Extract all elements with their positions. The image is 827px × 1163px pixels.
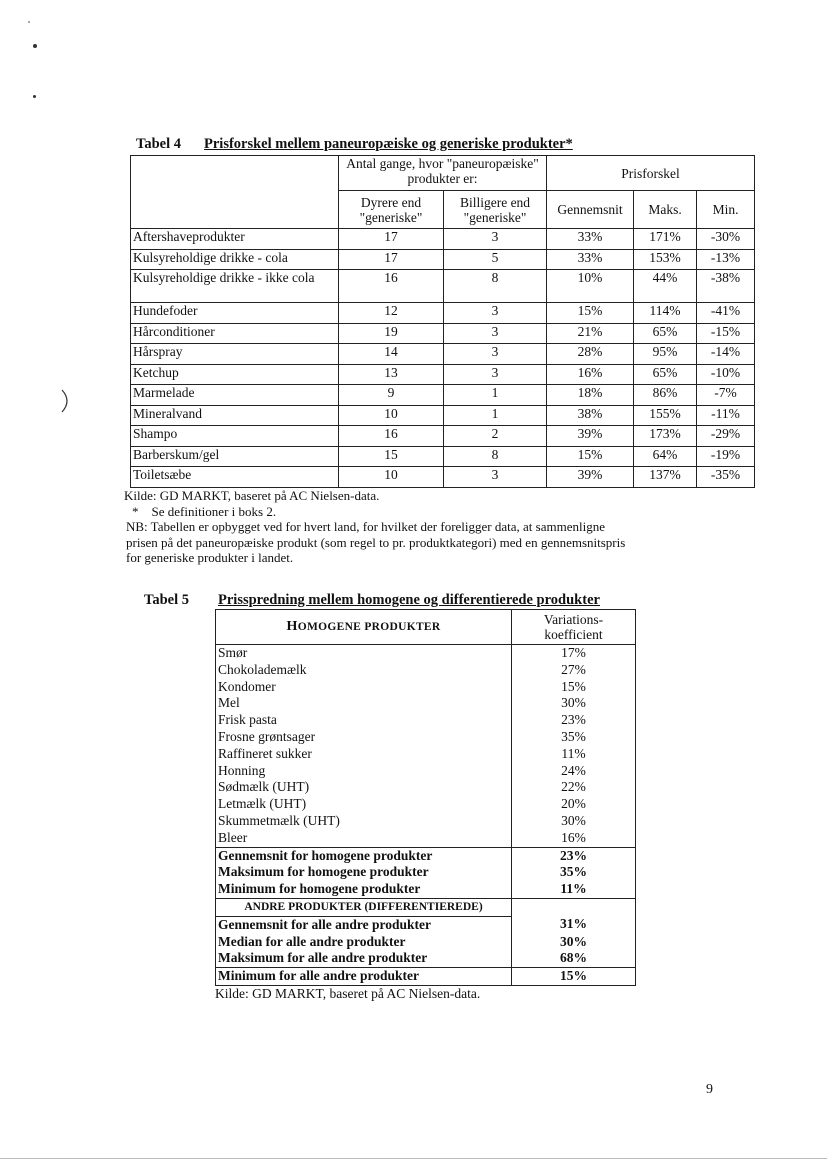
table-row [131, 303, 755, 324]
table4-cell-name: Marmelade [131, 385, 339, 406]
table5-row-label: Median for alle andre produkter [216, 934, 512, 951]
table5-row-value: 17% [512, 645, 636, 662]
table4-cell-dearer: 17 [339, 249, 444, 270]
table4-notes [124, 488, 724, 566]
table4-cell-min: -10% [697, 364, 755, 385]
table-row [216, 796, 636, 813]
table-row [131, 467, 755, 488]
table5-row-label: Frisk pasta [216, 712, 512, 729]
table4-body [131, 229, 755, 488]
table5-row-value: 30% [512, 934, 636, 951]
table-row [216, 779, 636, 796]
table4-header-row1 [131, 156, 755, 191]
table-row [216, 763, 636, 780]
table5-row-label: Maksimum for alle andre produkter [216, 950, 512, 967]
table4-cell-cheaper: 8 [444, 446, 547, 467]
table5-number: Tabel 5 [144, 592, 189, 608]
table-row [216, 830, 636, 847]
table4-cell-min: -30% [697, 229, 755, 250]
table4-cell-cheaper: 3 [444, 344, 547, 365]
table4-title: Prisforskel mellem paneuropæiske og generiske produkter* [204, 136, 573, 152]
table4-group-header-count: Antal gange, hvor "paneuropæiske" produkter er: [339, 156, 547, 191]
table4-cell-max: 173% [634, 426, 697, 447]
table4-cell-name: Hårspray [131, 344, 339, 365]
table4-cell-dearer: 15 [339, 446, 444, 467]
table4-cell-dearer: 10 [339, 405, 444, 426]
table4-cell-max: 65% [634, 364, 697, 385]
table5-homogeneous-summary [216, 847, 636, 898]
table4-heading [136, 136, 573, 153]
table5-row-label: Minimum for alle andre produkter [216, 968, 512, 986]
table4-cell-avg: 39% [547, 426, 634, 447]
page-number: 9 [706, 1082, 713, 1097]
table4-nb-line2: prisen på det paneuropæiske produkt (som regel to pr. produktkategori) med en gennemsnitspris [126, 534, 626, 550]
table4-cell-min: -7% [697, 385, 755, 406]
table4-cell-dearer: 19 [339, 323, 444, 344]
table4-cell-name: Hårconditioner [131, 323, 339, 344]
table4-cell-name: Ketchup [131, 364, 339, 385]
table-row [131, 270, 755, 303]
table4-cell-name: Shampo [131, 426, 339, 447]
table4-cell-max: 44% [634, 270, 697, 303]
table4-cell-avg: 18% [547, 385, 634, 406]
table-row [131, 249, 755, 270]
table5-row-label: Bleer [216, 830, 512, 847]
table5-row-label: Letmælk (UHT) [216, 796, 512, 813]
table4-cell-min: -38% [697, 270, 755, 303]
table-row [131, 446, 755, 467]
table5-source: Kilde: GD MARKT, baseret på AC Nielsen-data. [215, 986, 481, 1001]
table5-row-value: 35% [512, 864, 636, 881]
table-row [216, 813, 636, 830]
table4-cell-dearer: 9 [339, 385, 444, 406]
table5-row-value: 16% [512, 830, 636, 847]
table4 [130, 155, 755, 488]
table4-cell-avg: 16% [547, 364, 634, 385]
table-row [216, 729, 636, 746]
table4-cell-cheaper: 3 [444, 364, 547, 385]
table4-cell-max: 155% [634, 405, 697, 426]
table-row [216, 712, 636, 729]
table4-cell-name: Toiletsæbe [131, 467, 339, 488]
table5-row-value: 35% [512, 729, 636, 746]
table-row [216, 968, 636, 986]
table4-cell-name: Mineralvand [131, 405, 339, 426]
table4-cell-avg: 39% [547, 467, 634, 488]
table5-other-header: ANDRE PRODUKTER (DIFFERENTIEREDE) [216, 898, 512, 916]
table-row [216, 645, 636, 662]
table-row [216, 695, 636, 712]
table5-row-value: 27% [512, 662, 636, 679]
table4-cell-cheaper: 8 [444, 270, 547, 303]
table4-cell-dearer: 16 [339, 426, 444, 447]
table4-cell-min: -19% [697, 446, 755, 467]
table4-cell-cheaper: 1 [444, 405, 547, 426]
table5-row-label: Smør [216, 645, 512, 662]
table-row [131, 229, 755, 250]
bracket-mark [60, 388, 74, 414]
table4-cell-dearer: 17 [339, 229, 444, 250]
table4-source: Kilde: GD MARKT, baseret på AC Nielsen-data. [124, 488, 380, 503]
table4-cell-max: 65% [634, 323, 697, 344]
table4-cell-name: Kulsyreholdige drikke - ikke cola [131, 270, 339, 303]
table4-cell-dearer: 12 [339, 303, 444, 324]
table4-cell-avg: 10% [547, 270, 634, 303]
table4-cell-name: Aftershaveprodukter [131, 229, 339, 250]
table4-cell-avg: 15% [547, 446, 634, 467]
table4-cell-dearer: 16 [339, 270, 444, 303]
table5-row-label: Sødmælk (UHT) [216, 779, 512, 796]
table5-row-value: 15% [512, 968, 636, 986]
table4-cell-max: 86% [634, 385, 697, 406]
table4-cell-cheaper: 1 [444, 385, 547, 406]
table-row [216, 746, 636, 763]
table4-cell-dearer: 13 [339, 364, 444, 385]
table4-cell-avg: 21% [547, 323, 634, 344]
table4-cell-cheaper: 3 [444, 229, 547, 250]
table-row [131, 405, 755, 426]
table4-col-max: Maks. [634, 191, 697, 229]
table4-nb-line1: NB: Tabellen er opbygget ved for hvert land, for hvilket der foreligger data, at sammenligne [126, 519, 605, 534]
table4-cell-name: Barberskum/gel [131, 446, 339, 467]
table5-row-label: Raffineret sukker [216, 746, 512, 763]
table4-cell-avg: 38% [547, 405, 634, 426]
table4-cell-max: 95% [634, 344, 697, 365]
scan-speck [33, 95, 36, 98]
table5-row-value: 30% [512, 813, 636, 830]
table-row [216, 864, 636, 881]
table-row [216, 934, 636, 951]
table5-other-summary [216, 916, 636, 985]
table4-cell-max: 171% [634, 229, 697, 250]
table5-row-label: Maksimum for homogene produkter [216, 864, 512, 881]
table5-row-value: 68% [512, 950, 636, 967]
table5-row-value: 23% [512, 847, 636, 864]
table4-cell-min: -13% [697, 249, 755, 270]
table5-row-label: Chokolademælk [216, 662, 512, 679]
table-row [216, 881, 636, 898]
table4-cell-min: -11% [697, 405, 755, 426]
table5-row-label: Gennemsnit for homogene produkter [216, 847, 512, 864]
table4-cell-max: 114% [634, 303, 697, 324]
table4-col-dearer: Dyrere end "generiske" [339, 191, 444, 229]
table-row [131, 323, 755, 344]
table4-nb-line3: for generiske produkter i landet. [126, 550, 294, 565]
table4-cell-max: 137% [634, 467, 697, 488]
table5-row-label: Minimum for homogene produkter [216, 881, 512, 898]
table5-homogeneous-body [216, 645, 636, 848]
table4-cell-cheaper: 3 [444, 323, 547, 344]
table4-cell-min: -15% [697, 323, 755, 344]
table4-group-header-price: Prisforskel [547, 156, 755, 191]
table4-cell-max: 64% [634, 446, 697, 467]
table5-row-value: 20% [512, 796, 636, 813]
table4-cell-dearer: 14 [339, 344, 444, 365]
scan-speck [28, 21, 30, 23]
table5-row-value: 30% [512, 695, 636, 712]
table5-row-value: 22% [512, 779, 636, 796]
table5-header-label: HOMOGENE PRODUKTER [216, 610, 512, 645]
table4-cell-name: Hundefoder [131, 303, 339, 324]
table4-cell-cheaper: 5 [444, 249, 547, 270]
table4-cell-avg: 28% [547, 344, 634, 365]
table-row [131, 385, 755, 406]
table-row [216, 916, 636, 933]
table4-cell-avg: 15% [547, 303, 634, 324]
table4-footnote: * Se definitioner i boks 2. [132, 503, 277, 519]
table5-row-label: Honning [216, 763, 512, 780]
table5-other-header-row [216, 898, 636, 916]
table-row [131, 426, 755, 447]
table5-row-label: Gennemsnit for alle andre produkter [216, 916, 512, 933]
table4-cell-min: -41% [697, 303, 755, 324]
table5-row-value: 11% [512, 746, 636, 763]
table4-cell-cheaper: 3 [444, 467, 547, 488]
scan-edge-line [0, 1158, 827, 1159]
table4-cell-cheaper: 3 [444, 303, 547, 324]
table4-cell-dearer: 10 [339, 467, 444, 488]
table-row [131, 344, 755, 365]
table4-col-min: Min. [697, 191, 755, 229]
table5 [215, 609, 636, 986]
table5-row-value: 15% [512, 679, 636, 696]
table4-col-avg: Gennemsnit [547, 191, 634, 229]
table5-row-value: 23% [512, 712, 636, 729]
table4-cell-avg: 33% [547, 249, 634, 270]
table5-row-value: 31% [512, 916, 636, 933]
table-row [216, 662, 636, 679]
table5-header-value: Variations- koefficient [512, 610, 636, 645]
table4-col-cheaper: Billigere end "generiske" [444, 191, 547, 229]
table5-row-value: 24% [512, 763, 636, 780]
table-row [216, 950, 636, 967]
table5-row-value: 11% [512, 881, 636, 898]
table5-heading [144, 592, 600, 609]
table-row [216, 847, 636, 864]
table4-cell-cheaper: 2 [444, 426, 547, 447]
table-row [216, 679, 636, 696]
table4-cell-max: 153% [634, 249, 697, 270]
table4-cell-min: -35% [697, 467, 755, 488]
table5-row-label: Frosne grøntsager [216, 729, 512, 746]
scan-speck [33, 44, 37, 48]
table-row [131, 364, 755, 385]
table5-row-label: Kondomer [216, 679, 512, 696]
table5-row-label: Skummetmælk (UHT) [216, 813, 512, 830]
table4-corner-cell [131, 156, 339, 229]
table5-title: Prisspredning mellem homogene og differentierede produkter [218, 592, 600, 608]
table5-row-label: Mel [216, 695, 512, 712]
table4-number: Tabel 4 [136, 136, 181, 152]
table4-cell-min: -14% [697, 344, 755, 365]
table4-cell-name: Kulsyreholdige drikke - cola [131, 249, 339, 270]
table4-cell-min: -29% [697, 426, 755, 447]
table4-cell-avg: 33% [547, 229, 634, 250]
table5-header-row [216, 610, 636, 645]
